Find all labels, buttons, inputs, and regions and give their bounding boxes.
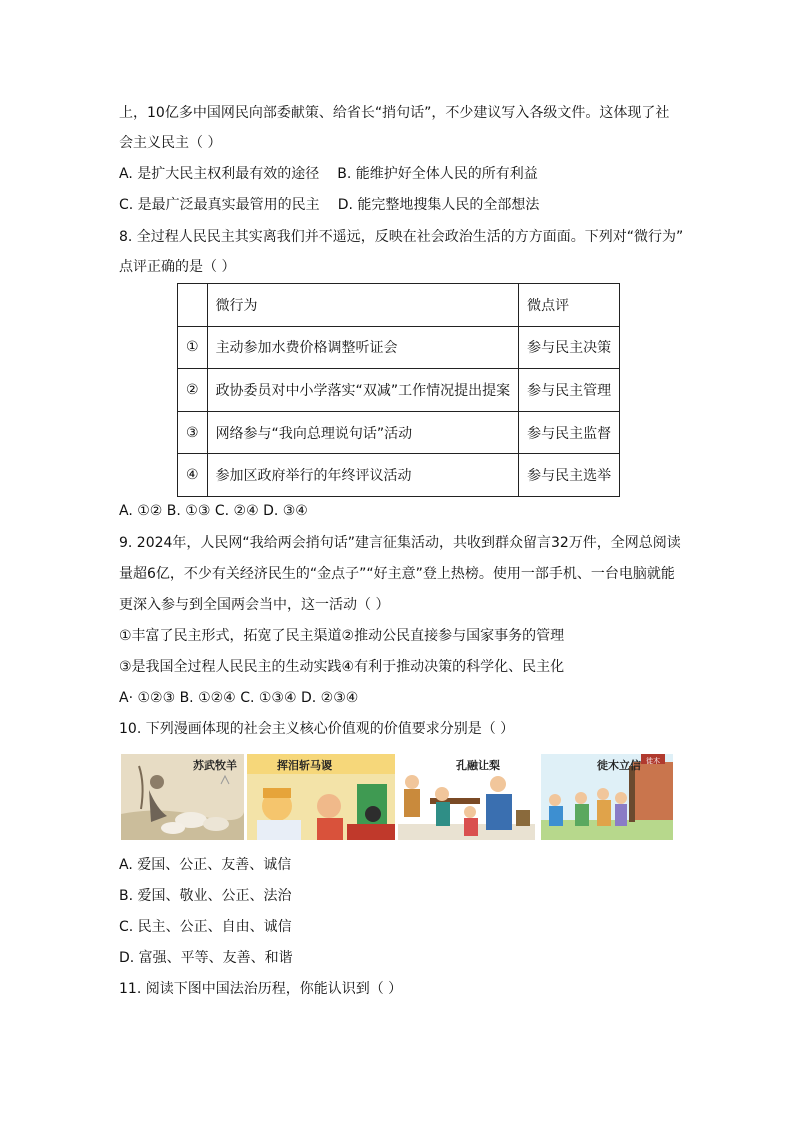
q10-stem: 10. 下列漫画体现的社会主义核心价值观的价值要求分别是（ ） bbox=[119, 721, 515, 737]
comic-weeping-execution bbox=[247, 754, 395, 840]
row-comment: 参与民主决策 bbox=[519, 326, 620, 369]
q7-option-c[interactable]: C. 是最广泛最真实最管用的民主 bbox=[119, 197, 320, 213]
comic-kong-rong-pear bbox=[398, 754, 535, 840]
q8-stem-line2: 点评正确的是（ ） bbox=[119, 259, 236, 275]
q10-option-a[interactable]: A. 爱国、公正、友善、诚信 bbox=[119, 857, 292, 873]
q9-item-line1: ①丰富了民主形式，拓宽了民主渠道②推动公民直接参与国家事务的管理 bbox=[119, 628, 565, 644]
row-behavior: 参加区政府举行的年终评议活动 bbox=[207, 454, 519, 497]
comic-moving-log-trust bbox=[541, 754, 673, 840]
row-behavior: 主动参加水费价格调整听证会 bbox=[207, 326, 519, 369]
row-behavior: 政协委员对中小学落实“双减”工作情况提出提案 bbox=[207, 369, 519, 412]
table-header-comment: 微点评 bbox=[519, 284, 620, 327]
row-comment: 参与民主选举 bbox=[519, 454, 620, 497]
q10-option-c[interactable]: C. 民主、公正、自由、诚信 bbox=[119, 919, 292, 935]
row-number: ② bbox=[178, 369, 208, 412]
comic-title: 孔融让梨 bbox=[456, 759, 500, 772]
row-number: ④ bbox=[178, 454, 208, 497]
q7-options-row2 bbox=[119, 195, 539, 215]
q9-stem-line1: 9. 2024年，人民网“我给两会捎句话”建言征集活动，共收到群众留言32万件，全网总阅读 bbox=[119, 535, 681, 551]
table-header-behavior: 微行为 bbox=[207, 284, 519, 327]
row-behavior: 网络参与“我向总理说句话”活动 bbox=[207, 411, 519, 454]
row-number: ③ bbox=[178, 411, 208, 454]
row-comment: 参与民主管理 bbox=[519, 369, 620, 412]
comic-title: 挥泪斩马谡 bbox=[277, 759, 332, 772]
q7-options-row1 bbox=[119, 164, 538, 184]
table-row bbox=[178, 454, 620, 497]
row-comment: 参与民主监督 bbox=[519, 411, 620, 454]
q8-options: A. ①② B. ①③ C. ②④ D. ③④ bbox=[119, 503, 308, 519]
q7-stem-line1: 上，10亿多中国网民向部委献策、给省长“捎句话”，不少建议写入各级文件。这体现了社 bbox=[119, 105, 670, 121]
comic-stamp-label: 徙木 bbox=[646, 757, 660, 765]
q10-option-d[interactable]: D. 富强、平等、友善、和谐 bbox=[119, 950, 293, 966]
comic-su-wu-herding-sheep bbox=[121, 754, 244, 840]
table-row bbox=[178, 411, 620, 454]
q8-behavior-table bbox=[177, 283, 620, 497]
q9-stem-line3: 更深入参与到全国两会当中，这一活动（ ） bbox=[119, 597, 390, 613]
q11-stem: 11. 阅读下图中国法治历程，你能认识到（ ） bbox=[119, 981, 403, 997]
q7-option-b[interactable]: B. 能维护好全体人民的所有利益 bbox=[337, 166, 538, 182]
q7-stem-line2: 会主义民主（ ） bbox=[119, 135, 222, 151]
row-number: ① bbox=[178, 326, 208, 369]
q9-item-line2: ③是我国全过程人民民主的生动实践④有利于推动决策的科学化、民主化 bbox=[119, 659, 565, 675]
comic-title: 徙木立信 bbox=[597, 759, 641, 772]
q7-option-a[interactable]: A. 是扩大民主权利最有效的途径 bbox=[119, 166, 320, 182]
q9-options: A· ①②③ B. ①②④ C. ①③④ D. ②③④ bbox=[119, 690, 359, 706]
table-header-row bbox=[178, 284, 620, 327]
q9-stem-line2: 量超6亿，不少有关经济民生的“金点子”“好主意”登上热榜。使用一部手机、一台电脑就能 bbox=[119, 566, 675, 582]
table-cell bbox=[178, 284, 208, 327]
table-row bbox=[178, 326, 620, 369]
table-row bbox=[178, 369, 620, 412]
comic-title: 苏武牧羊 bbox=[193, 759, 237, 772]
q10-option-b[interactable]: B. 爱国、敬业、公正、法治 bbox=[119, 888, 292, 904]
q7-option-d[interactable]: D. 能完整地搜集人民的全部想法 bbox=[337, 197, 540, 213]
q8-stem-line1: 8. 全过程人民民主其实离我们并不遥远，反映在社会政治生活的方方面面。下列对“微行为” bbox=[119, 229, 684, 245]
